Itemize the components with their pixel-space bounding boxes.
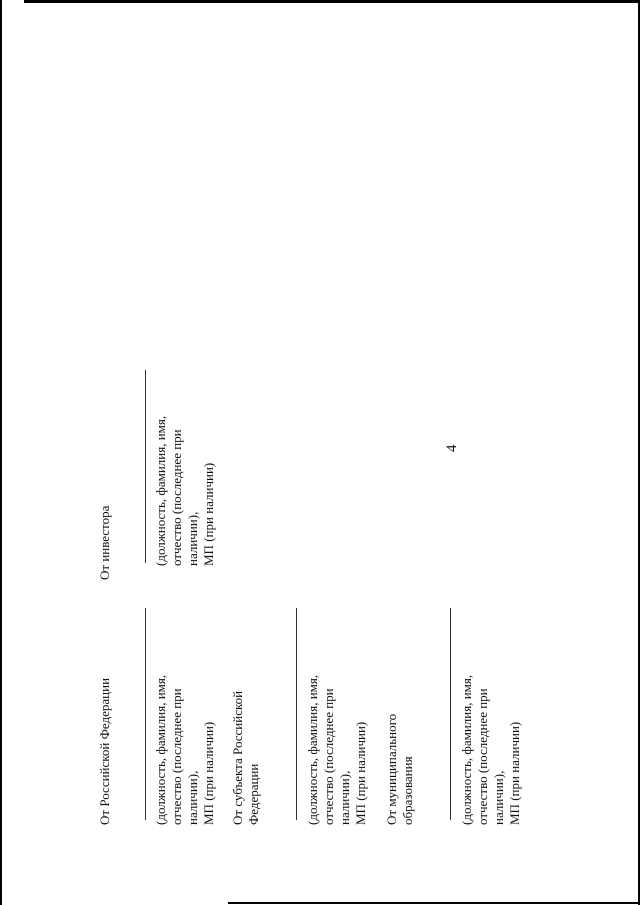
municipality-signatory: (должность, фамилия, имя, отчество (последнее при наличии), МП (при наличии) (459, 674, 522, 825)
subject-rf-signature-line (296, 608, 297, 820)
rf-signatory: (должность, фамилия, имя, отчество (последнее при наличии), МП (при наличии) (153, 674, 216, 825)
page-number: 4 (444, 444, 460, 452)
page-border-top (24, 0, 640, 3)
investor-signature-line (145, 370, 146, 563)
rf-signature-line (145, 608, 146, 820)
page-border-bottom (228, 902, 640, 904)
municipality-header: От муниципального образования (384, 713, 415, 825)
subject-rf-header: От субъекта Российской Федерации (230, 690, 261, 825)
municipality-signature-line (450, 608, 451, 820)
page-border-left (0, 0, 2, 905)
subject-rf-signatory: (должность, фамилия, имя, отчество (последнее при наличии), МП (при наличии) (305, 674, 368, 825)
investor-signatory: (должность, фамилия, имя, отчество (последнее при наличии), МП (при наличии) (153, 415, 216, 566)
investor-header: От инвестора (97, 505, 112, 580)
rf-header: От Российской Федерации (97, 677, 112, 825)
